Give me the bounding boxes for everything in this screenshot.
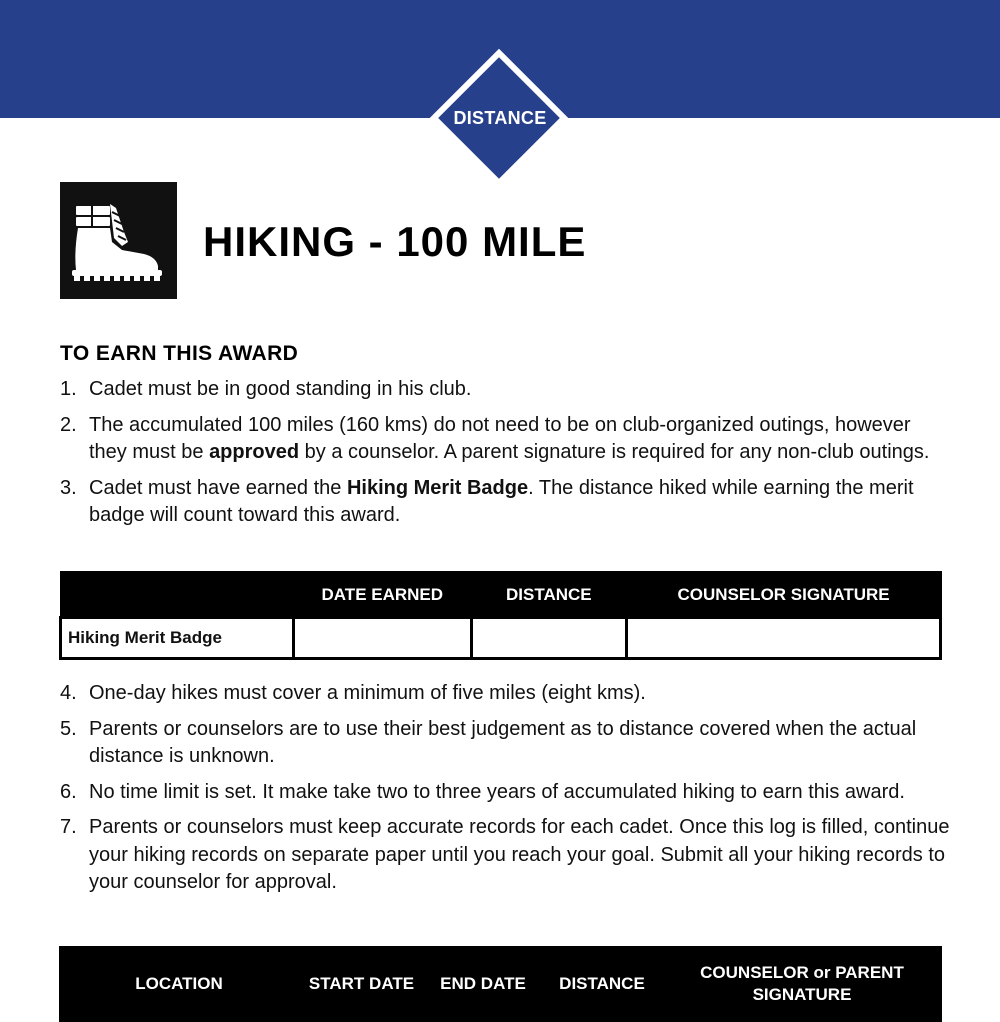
column-header-location: LOCATION xyxy=(59,946,299,1022)
requirement-item xyxy=(60,680,950,708)
distance-badge xyxy=(431,50,569,188)
distance-field[interactable] xyxy=(471,618,627,659)
item-number: 1. xyxy=(60,378,77,400)
requirement-item xyxy=(60,376,950,404)
requirements-list-part2 xyxy=(60,680,950,905)
counselor-signature-field[interactable] xyxy=(627,618,941,659)
hiking-boot-icon-box xyxy=(60,182,177,299)
section-heading: TO EARN THIS AWARD xyxy=(60,342,299,365)
item-text: No time limit is set. It make take two to three years of accumulated hiking to earn this award. xyxy=(89,780,905,803)
requirement-item xyxy=(60,779,950,807)
requirements-list-part1 xyxy=(60,376,950,538)
item-number: 2. xyxy=(60,413,77,436)
column-header-end-date: END DATE xyxy=(424,946,542,1022)
column-header-counselor-signature: COUNSELOR SIGNATURE xyxy=(627,572,941,618)
hiking-log-table xyxy=(59,946,942,1022)
item-number: 3. xyxy=(60,476,77,499)
column-header-distance: DISTANCE xyxy=(542,946,662,1022)
item-text: Parents or counselors are to use their best judgement as to distance covered when the actual distance is unknown. xyxy=(89,717,917,767)
requirement-item xyxy=(60,475,950,530)
column-header-date-earned: DATE EARNED xyxy=(294,572,471,618)
table-header-row xyxy=(59,946,942,1022)
merit-badge-table xyxy=(59,571,942,660)
row-label: Hiking Merit Badge xyxy=(61,618,294,659)
item-text: One-day hikes must cover a minimum of five miles (eight kms). xyxy=(89,682,646,704)
item-emphasis: Hiking Merit Badge xyxy=(346,476,529,499)
requirement-item xyxy=(60,814,950,897)
requirement-item xyxy=(60,716,950,771)
item-text: Parents or counselors must keep accurate records for each cadet. Once this log is filled, continue your hiking records on separate paper until you reach your goal. Submit all your hiking records to your counselor for approval. xyxy=(89,816,950,893)
item-text: The accumulated 100 miles (160 kms) do not need to be on club-organized outings, however they must be xyxy=(89,413,911,463)
page-title: HIKING - 100 MILE xyxy=(203,218,587,265)
column-header-signature: COUNSELOR or PARENT SIGNATURE xyxy=(662,946,942,1022)
requirement-item xyxy=(60,412,950,467)
column-header-label xyxy=(61,572,294,618)
item-text: Cadet must be in good standing in his club. xyxy=(89,378,472,400)
badge-label: DISTANCE xyxy=(453,108,547,128)
item-emphasis: approved xyxy=(209,441,300,463)
item-text: . The distance hiked while earning the merit badge will count toward this award. xyxy=(89,476,914,526)
item-number: 7. xyxy=(60,816,77,838)
date-earned-field[interactable] xyxy=(294,618,471,659)
item-number: 4. xyxy=(60,682,77,704)
item-text: by a counselor. A parent signature is required for any non-club outings. xyxy=(299,441,930,463)
item-number: 6. xyxy=(60,780,77,803)
hiking-boot-icon xyxy=(70,202,168,282)
item-text: Cadet must have earned the xyxy=(89,476,347,499)
column-header-start-date: START DATE xyxy=(299,946,424,1022)
table-row xyxy=(61,618,941,659)
column-header-distance: DISTANCE xyxy=(471,572,627,618)
table-header-row xyxy=(61,572,941,618)
item-number: 5. xyxy=(60,717,77,740)
